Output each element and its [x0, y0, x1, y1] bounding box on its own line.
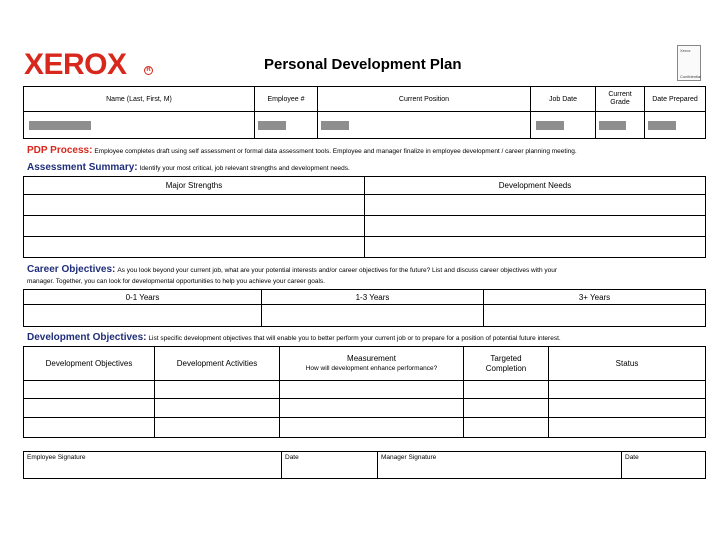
career-objective-cell[interactable]	[24, 305, 262, 327]
date-prepared-column-header: Date Prepared	[645, 87, 706, 112]
name-field[interactable]	[24, 112, 255, 139]
employee-number-field[interactable]	[255, 112, 318, 139]
strength-cell[interactable]	[24, 216, 365, 237]
completion-cell[interactable]	[464, 399, 549, 418]
need-cell[interactable]	[365, 216, 706, 237]
activity-cell[interactable]	[155, 399, 280, 418]
development-objectives-text: List specific development objectives that will enable you to better perform your current job or to prepare for a position of potential future interest.	[148, 335, 561, 342]
career-objective-cell[interactable]	[484, 305, 706, 327]
activity-cell[interactable]	[155, 418, 280, 438]
status-cell[interactable]	[549, 418, 706, 438]
current-grade-field[interactable]	[596, 112, 645, 139]
xerox-logo	[24, 48, 151, 81]
pdp-process-section	[27, 146, 577, 157]
development-activities-header: Development Activities	[155, 347, 280, 381]
measurement-cell[interactable]	[280, 381, 464, 399]
current-position-field[interactable]	[318, 112, 531, 139]
assessment-summary-table	[23, 176, 706, 258]
career-objective-cell[interactable]	[262, 305, 484, 327]
stamp-line1: Xerox	[680, 48, 691, 53]
objective-cell[interactable]	[24, 381, 155, 399]
assessment-summary-title: Assessment Summary:	[27, 162, 138, 173]
current-position-column-header: Current Position	[318, 87, 531, 112]
measurement-sublabel: How will development enhance performance?	[305, 364, 438, 372]
objective-cell[interactable]	[24, 399, 155, 418]
pdp-process-text: Employee completes draft using self assessment or formal data assessment tools. Employee and manager finalize in employee development / career planning meeting.	[94, 148, 577, 155]
redacted-block	[29, 121, 91, 130]
development-objectives-table	[23, 346, 706, 438]
signature-table	[23, 451, 706, 479]
development-objectives-section	[27, 333, 561, 344]
manager-date-field[interactable]: Date	[622, 452, 706, 479]
targeted-completion-header: Targeted Completion	[464, 347, 549, 381]
redacted-block	[536, 121, 564, 130]
completion-cell[interactable]	[464, 381, 549, 399]
status-cell[interactable]	[549, 381, 706, 399]
need-cell[interactable]	[365, 237, 706, 258]
measurement-cell[interactable]	[280, 418, 464, 438]
confidential-stamp	[677, 45, 701, 81]
objective-cell[interactable]	[24, 418, 155, 438]
career-objectives-title: Career Objectives:	[27, 264, 116, 275]
redacted-block	[648, 121, 676, 130]
development-objectives-header: Development Objectives	[24, 347, 155, 381]
zero-to-one-years-header: 0-1 Years	[24, 290, 262, 305]
current-grade-column-header: Current Grade	[596, 87, 645, 112]
redacted-block	[599, 121, 626, 130]
career-objectives-table	[23, 289, 706, 327]
assessment-summary-text: Identify your most critical, job relevant strengths and development needs.	[139, 165, 350, 172]
redacted-block	[258, 121, 286, 130]
strength-cell[interactable]	[24, 237, 365, 258]
career-objectives-text-line2: manager. Together, you can look for developmental opportunities to help you achieve your career goals.	[27, 278, 325, 285]
career-objectives-text: As you look beyond your current job, what are your potential interests and/or career objectives for the future? List and discuss career objectives with your	[117, 267, 558, 274]
completion-cell[interactable]	[464, 418, 549, 438]
major-strengths-header: Major Strengths	[24, 177, 365, 195]
development-objectives-title: Development Objectives:	[27, 332, 147, 343]
measurement-label: Measurement	[347, 353, 396, 363]
measurement-cell[interactable]	[280, 399, 464, 418]
page-title: Personal Development Plan	[264, 56, 462, 73]
three-plus-years-header: 3+ Years	[484, 290, 706, 305]
activity-cell[interactable]	[155, 381, 280, 399]
development-needs-header: Development Needs	[365, 177, 706, 195]
measurement-header	[280, 347, 464, 381]
logo-text: XEROX	[24, 48, 127, 81]
redacted-block	[321, 121, 349, 130]
employee-info-table	[23, 86, 706, 139]
status-cell[interactable]	[549, 399, 706, 418]
career-objectives-section	[27, 265, 557, 276]
name-column-header: Name (Last, First, M)	[24, 87, 255, 112]
employee-number-column-header: Employee #	[255, 87, 318, 112]
stamp-line2: Confidential	[680, 74, 702, 79]
manager-signature-field[interactable]: Manager Signature	[378, 452, 622, 479]
job-date-field[interactable]	[531, 112, 596, 139]
registered-mark-icon: R	[144, 66, 153, 75]
employee-signature-field[interactable]: Employee Signature	[24, 452, 282, 479]
one-to-three-years-header: 1-3 Years	[262, 290, 484, 305]
strength-cell[interactable]	[24, 195, 365, 216]
date-prepared-field[interactable]	[645, 112, 706, 139]
status-header: Status	[549, 347, 706, 381]
pdp-process-title: PDP Process:	[27, 145, 93, 156]
need-cell[interactable]	[365, 195, 706, 216]
assessment-summary-section	[27, 163, 350, 174]
job-date-column-header: Job Date	[531, 87, 596, 112]
employee-date-field[interactable]: Date	[282, 452, 378, 479]
